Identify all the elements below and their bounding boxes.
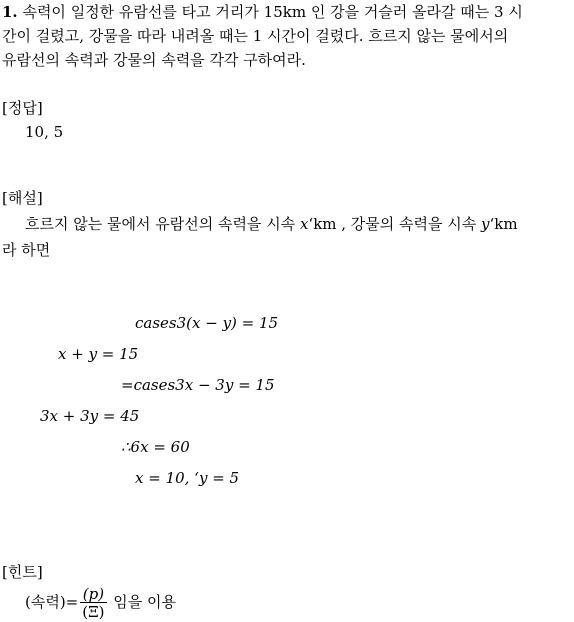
equation-6: x = 10, ‘y = 5 [135,469,240,487]
equation-2: x + y = 15 [58,345,139,363]
explanation-text-1b: ‘km , 강물의 속력을 시속 [308,215,482,233]
explanation-heading: [해설] [2,189,43,207]
explanation-line-2: 라 하면 [2,241,51,259]
problem-line-1 [2,2,523,22]
problem-line-3: 유람선의 속력과 강물의 속력을 각각 구하여라. [2,51,306,69]
equation-1: cases3(x − y) = 15 [135,314,279,332]
equation-3: =cases3x − 3y = 15 [121,376,275,394]
problem-number: 1. [2,3,18,21]
explanation-text-1a: 흐르지 않는 물에서 유람선의 속력을 시속 [25,215,300,233]
hint-numerator: (p) [80,586,106,603]
hint-denominator: (Ξ) [82,602,105,621]
equation-5: ∴6x = 60 [121,438,190,456]
explanation-text-1c: ‘km [489,215,518,233]
hint-prefix: (속력)= [25,593,79,611]
answer-heading: [정답] [2,99,43,117]
answer-value: 10, 5 [25,123,64,141]
hint-line [25,582,176,622]
hint-fraction [80,586,106,621]
variable-y: y [481,215,490,233]
hint-heading: [힌트] [2,563,43,581]
problem-line-2: 간이 걸렸고, 강물을 따라 내려올 때는 1 시간이 걸렸다. 흐르지 않는 물에서의 [2,27,509,45]
variable-x: x [299,215,309,233]
problem-text-1: 속력이 일정한 유람선를 타고 거리가 15km 인 강을 거슬러 올라갈 때는 3 시 [22,3,523,21]
equation-4: 3x + 3y = 45 [40,407,140,425]
explanation-line-1 [25,214,518,234]
hint-suffix: 임을 이용 [108,593,177,611]
